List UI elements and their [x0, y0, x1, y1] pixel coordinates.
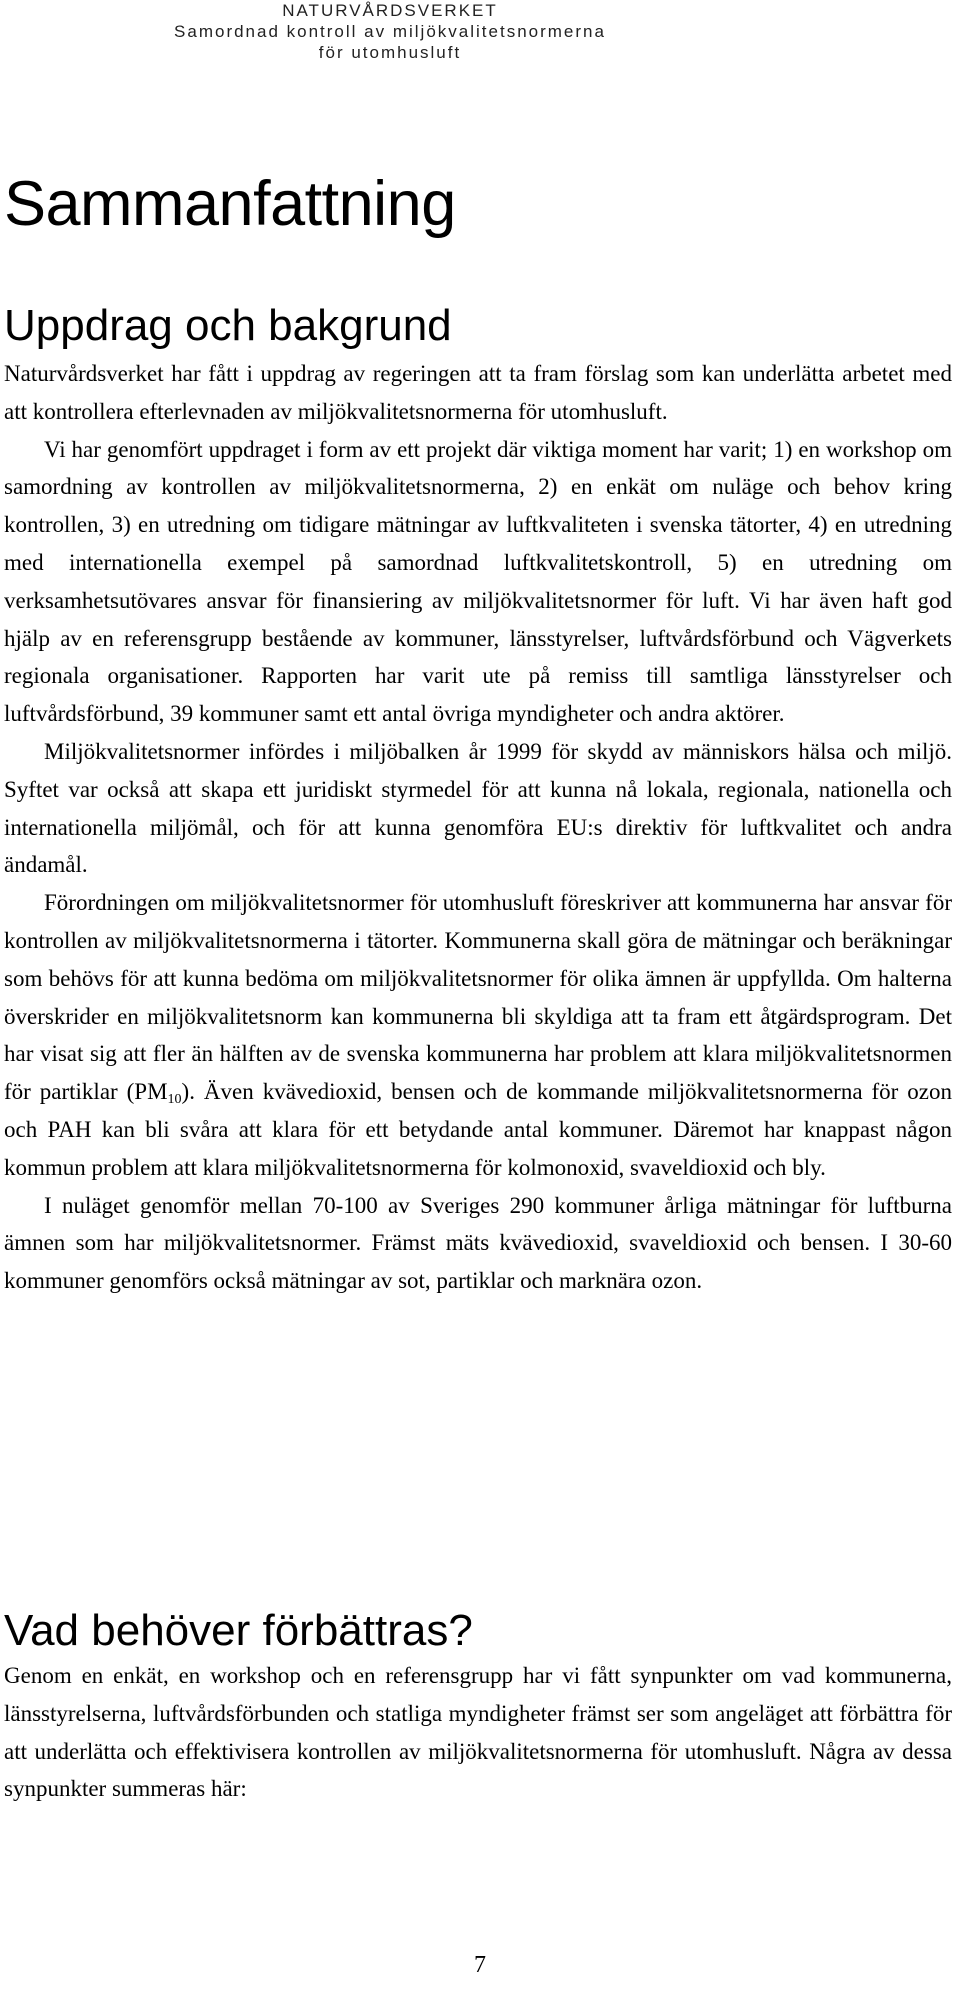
- page-number: 7: [474, 1952, 486, 1978]
- subscript: 10: [167, 1092, 182, 1108]
- paragraph: Genom en enkät, en workshop och en referensgrupp har vi fått synpunkter om vad kommunerna, länsstyrelserna, luftvårdsförbunden och statliga myndigheter främst ser som angeläget att förbättra för att underlätta och effektivisera kontrollen av miljökvalitetsnormerna för utomhusluft. Några av dessa synpunkter summeras här:: [4, 1663, 952, 1802]
- paragraph-text: ). Även kvävedioxid, bensen och de kommande miljökvalitetsnormerna för ozon och PAH kan bli svåra att klara för ett betydande antal kommuner. Däremot har knappast någon kommun problem att klara miljökvalitetsnormerna för kolmonoxid, svaveldioxid och bly.: [4, 1079, 952, 1180]
- paragraph: Miljökvalitetsnormer infördes i miljöbalken år 1999 för skydd av människors hälsa och miljö. Syftet var också att skapa ett juridiskt styrmedel för att kunna nå lokala, regionala, nationella och internationella miljömål, och för att kunna genomföra EU:s direktiv för luftkvalitet och andra ändamål.: [4, 738, 952, 878]
- header-org: NATURVÅRDSVERKET: [282, 1, 498, 20]
- section-body-uppdrag: [4, 355, 952, 1300]
- header-title-line2: för utomhusluft: [318, 43, 462, 62]
- section-heading-vad-behover: Vad behöver förbättras?: [4, 1606, 473, 1655]
- paragraph-text: Förordningen om miljökvalitetsnormer för utomhusluft föreskriver att kommunerna har ansvar för kontrollen av miljökvalitetsnormerna i tätorter. Kommunerna skall göra de mätningar och beräkningar som behövs för att kunna bedöma om miljökvalitetsnormer för olika ämnen är uppfyllda. Om halterna överskrider en miljökvalitetsnorm kan kommunerna bli skyldiga att ta fram ett åtgärdsprogram. Det har visat sig att fler än hälften av de svenska kommunerna har problem att klara miljökvalitetsnormen för partiklar (PM: [4, 890, 952, 1105]
- header-title-line1: Samordnad kontroll av miljökvalitetsnormerna: [174, 22, 606, 41]
- paragraph: Vi har genomfört uppdraget i form av ett projekt där viktiga moment har varit; 1) en workshop om samordning av kontrollen av miljökvalitetsnormerna, 2) en enkät om nuläge och behov kring kontrollen, 3) en utredning om tidigare mätningar av luftkvaliteten i svenska tätorter, 4) en utredning med internationella exempel på samordnad luftkvalitetskontroll, 5) en utredning om verksamhetsutövares ansvar för finansiering av miljökvalitetsnormer för luft. Vi har även haft god hjälp av en referensgrupp bestående av kommuner, länsstyrelser, luftvårdsförbund och Vägverkets regionala organisationer. Rapporten har varit ute på remiss till samtliga länsstyrelser och luftvårdsförbund, 39 kommuner samt ett antal övriga myndigheter och andra aktörer.: [4, 436, 952, 727]
- section-body-vad-behover: [4, 1657, 952, 1808]
- paragraph: I nuläget genomför mellan 70-100 av Sveriges 290 kommuner årliga mätningar för luftburna ämnen som har miljökvalitetsnormer. Främst mäts kvävedioxid, svaveldioxid och bensen. I 30-60 kommuner genomförs också mätningar av sot, partiklar och marknära ozon.: [4, 1192, 952, 1294]
- running-header: [150, 0, 630, 63]
- section-heading-uppdrag: Uppdrag och bakgrund: [4, 301, 452, 350]
- paragraph: [4, 884, 952, 1186]
- page-title: Sammanfattning: [4, 169, 456, 239]
- paragraph: Naturvårdsverket har fått i uppdrag av regeringen att ta fram förslag som kan underlätta arbetet med att kontrollera efterlevnaden av miljökvalitetsnormerna för utomhusluft.: [4, 361, 952, 424]
